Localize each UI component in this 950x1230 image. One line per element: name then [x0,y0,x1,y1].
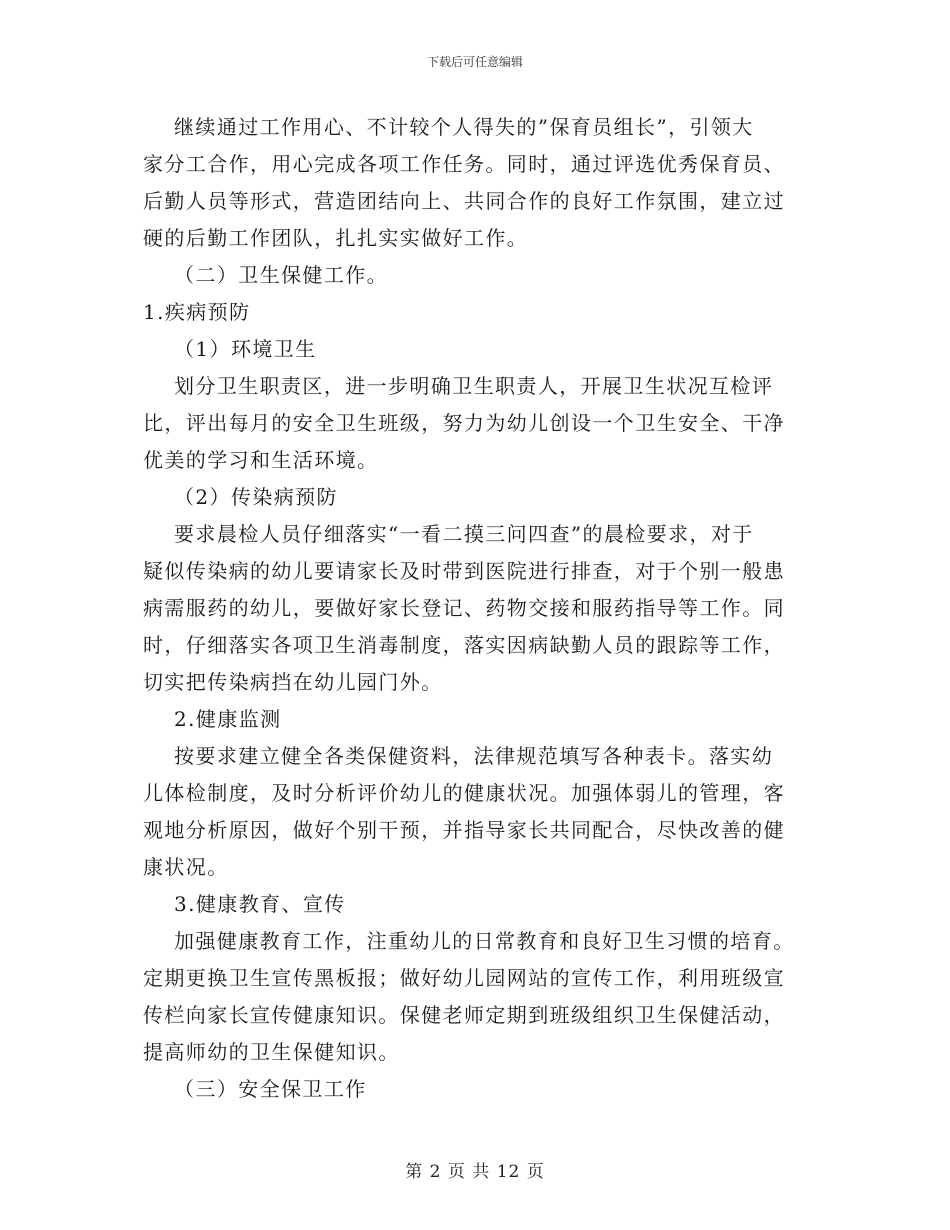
text-line: 划分卫生职责区，进一步明确卫生职责人，开展卫生状况互检评 [143,374,774,398]
text-line: 定期更换卫生宣传黑板报；做好幼儿园网站的宣传工作，利用班级宣 [143,966,785,990]
text-line: 儿体检制度，及时分析评价幼儿的健康状况。加强体弱儿的管理，客 [143,781,785,805]
text-line: 继续通过工作用心、不计较个人得失的”保育员组长”，引领大 [143,115,754,139]
text-line: 要求晨检人员仔细落实“一看二摸三问四查”的晨检要求，对于 [143,522,754,546]
text-line: 加强健康教育工作，注重幼儿的日常教育和良好卫生习惯的培育。 [143,929,795,953]
text-line: （1）环境卫生 [143,337,317,361]
text-line: 切实把传染病挡在幼儿园门外。 [143,670,443,694]
text-line: 3.健康教育、宣传 [143,892,346,916]
text-line: 传栏向家长宣传健康知识。保健老师定期到班级组织卫生保健活动， [143,1003,785,1027]
text-line: （三）安全保卫工作 [143,1077,367,1101]
text-line: 观地分析原因，做好个别干预，并指导家长共同配合，尽快改善的健 [143,818,785,842]
text-line: 提高师幼的卫生保健知识。 [143,1040,400,1064]
text-line: 时，仔细落实各项卫生消毒制度，落实因病缺勤人员的跟踪等工作， [143,633,785,657]
text-line: 2.健康监测 [143,707,282,731]
text-line: 病需服药的幼儿，要做好家长登记、药物交接和服药指导等工作。同 [143,596,785,620]
text-line: 比，评出每月的安全卫生班级，努力为幼儿创设一个卫生安全、干净 [143,411,785,435]
text-line: 疑似传染病的幼儿要请家长及时带到医院进行排查，对于个别一般患 [143,559,785,583]
page-header-note: 下载后可任意编辑 [426,55,523,69]
text-line: 1.疾病预防 [143,300,251,324]
text-line: 按要求建立健全各类保健资料，法律规范填写各种表卡。落实幼 [143,744,774,768]
text-line: 康状况。 [143,855,229,879]
page-number: 第 2 页 共 12 页 [405,1162,545,1182]
text-line: 硬的后勤工作团队，扎扎实实做好工作。 [143,226,529,250]
text-line: （2）传染病预防 [143,485,338,509]
text-line: 后勤人员等形式，营造团结向上、共同合作的良好工作氛围，建立过 [143,189,785,213]
text-line: 家分工合作，用心完成各项工作任务。同时，通过评选优秀保育员、 [143,152,785,176]
text-line: 优美的学习和生活环境。 [143,448,379,472]
text-line: （二）卫生保健工作。 [143,263,389,287]
